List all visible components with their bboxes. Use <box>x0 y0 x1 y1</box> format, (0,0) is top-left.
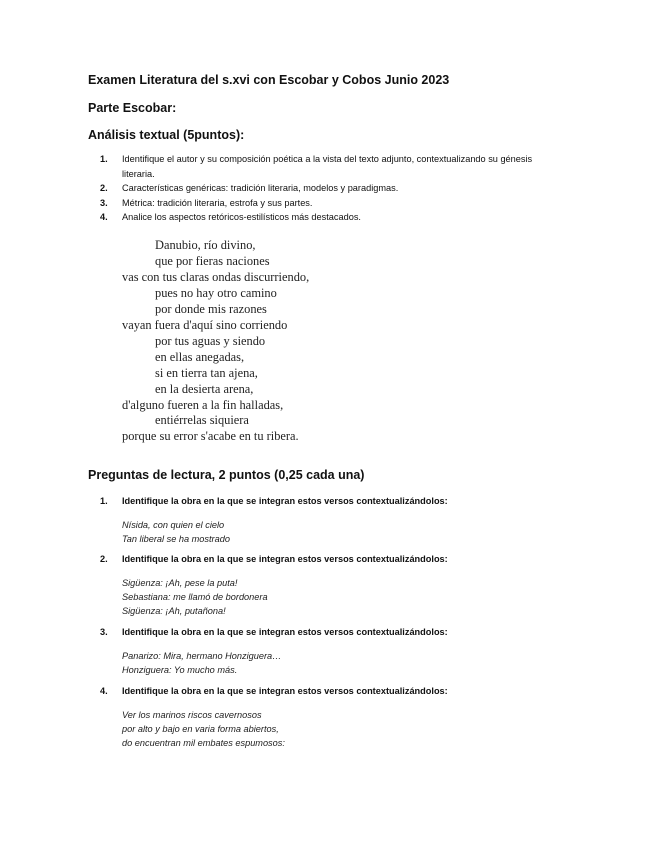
poem <box>122 238 309 445</box>
analysis-heading: Análisis textual (5puntos): <box>88 128 245 142</box>
question-1 <box>100 494 448 546</box>
list-number: 2. <box>100 183 108 193</box>
reading-heading: Preguntas de lectura, 2 puntos (0,25 cada una) <box>88 468 365 482</box>
list-item <box>100 181 562 196</box>
citation-line: Nísida, con quien el cielo <box>122 520 225 530</box>
poem-line: vayan fuera d'aquí sino corriendo <box>122 317 288 332</box>
poem-line: por donde mis razones <box>155 301 267 316</box>
poem-line: Danubio, río divino, <box>155 238 256 252</box>
citation-line: Tan liberal se ha mostrado <box>122 534 230 544</box>
poem-line: entiérrelas siquiera <box>155 413 249 428</box>
list-text: Analice los aspectos retóricos-estilísticos más destacados. <box>122 212 361 222</box>
question-number: 3. <box>100 627 108 637</box>
list-text: Características genéricas: tradición literaria, modelos y paradigmas. <box>122 183 399 193</box>
question-number: 2. <box>100 554 108 564</box>
part-heading: Parte Escobar: <box>88 101 177 115</box>
list-number: 3. <box>100 197 108 208</box>
question-number: 1. <box>100 496 108 506</box>
citation-line: Panarizo: Mira, hermano Honziguera… <box>122 651 282 661</box>
citation-line: Sigüenza: ¡Ah, putañona! <box>122 606 226 616</box>
poem-line: pues no hay otro camino <box>155 285 277 300</box>
list-text: Métrica: tradición literaria, estrofa y sus partes. <box>122 197 313 208</box>
poem-line: porque su error s'acabe en tu ribera. <box>122 429 299 444</box>
citation-line: Ver los marinos riscos cavernosos <box>122 710 262 720</box>
poem-line: que por fieras naciones <box>155 253 270 268</box>
citation-line: do encuentran mil embates espumosos: <box>122 738 285 748</box>
citation <box>100 518 448 546</box>
poem-line: por tus aguas y siendo <box>155 333 266 348</box>
poem-line: si en tierra tan ajena, <box>155 365 258 380</box>
question-text: Identifique la obra en la que se integran estos versos contextualizándolos: <box>122 554 448 564</box>
list-number: 4. <box>100 212 108 222</box>
question-number: 4. <box>100 686 108 696</box>
question-2 <box>100 552 448 618</box>
exam-title: Examen Literatura del s.xvi con Escobar y Cobos Junio 2023 <box>88 73 450 87</box>
question-text: Identifique la obra en la que se integran estos versos contextualizándolos: <box>122 627 448 637</box>
poem-line: d'alguno fueren a la fin halladas, <box>122 397 284 412</box>
list-item <box>100 152 562 181</box>
citation <box>100 576 448 618</box>
question-header <box>100 494 448 508</box>
question-4 <box>100 684 448 750</box>
question-header <box>100 552 448 566</box>
question-3 <box>100 625 448 677</box>
question-text: Identifique la obra en la que se integran estos versos contextualizándolos: <box>122 496 448 506</box>
question-header <box>100 625 448 639</box>
citation-line: Sigüenza: ¡Ah, pese la puta! <box>122 578 238 588</box>
citation <box>100 708 448 750</box>
poem-line: vas con tus claras ondas discurriendo, <box>122 269 310 284</box>
poem-line: en la desierta arena, <box>155 381 254 396</box>
citation-line: Sebastiana: me llamó de bordonera <box>122 592 268 602</box>
list-item <box>100 210 562 225</box>
analysis-list <box>100 152 562 225</box>
list-number: 1. <box>100 154 108 164</box>
citation-line: Honziguera: Yo mucho más. <box>122 665 238 675</box>
citation-line: por alto y bajo en varia forma abiertos, <box>122 724 279 734</box>
question-header <box>100 684 448 698</box>
list-item <box>100 196 562 211</box>
poem-line: en ellas anegadas, <box>155 349 245 364</box>
list-text: Identifique el autor y su composición poética a la vista del texto adjunto, contextualizando su génesis literaria. <box>122 154 533 179</box>
question-text: Identifique la obra en la que se integran estos versos contextualizándolos: <box>122 686 448 696</box>
citation <box>100 649 448 677</box>
